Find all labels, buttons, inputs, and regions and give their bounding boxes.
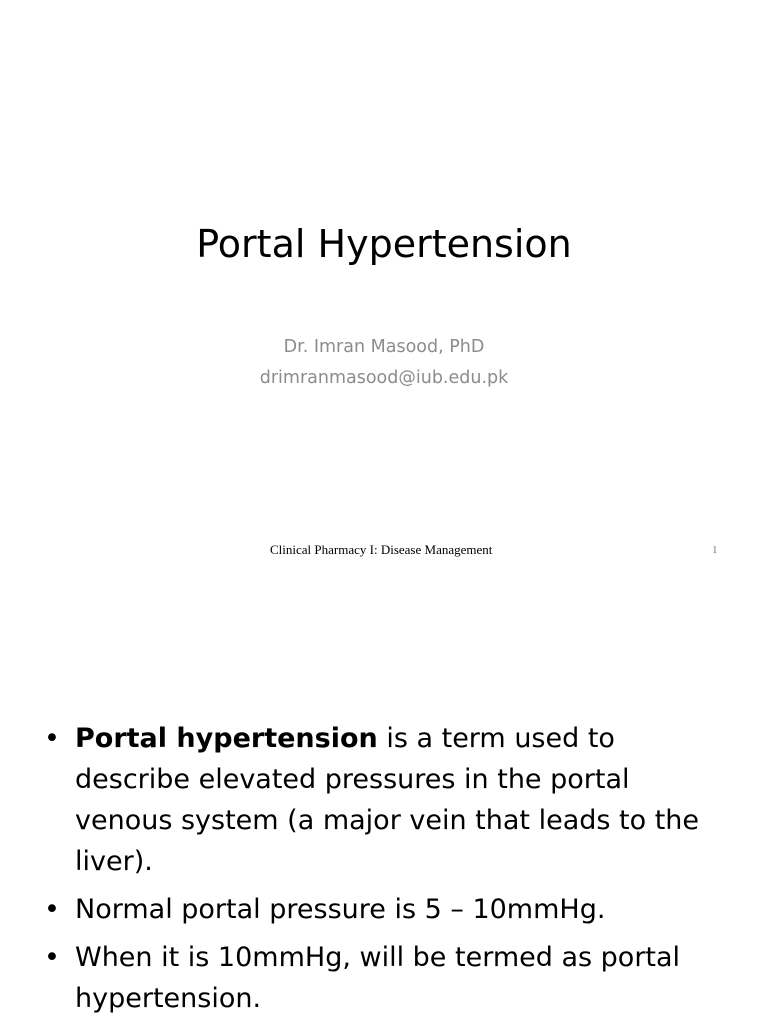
bullet-text: When it is 10mmHg, will be termed as portal hypertension. [75, 942, 681, 1014]
slide-footer: Clinical Pharmacy I: Disease Management [270, 542, 493, 557]
author-email: drimranmasood@iub.edu.pk [259, 368, 509, 388]
subtitle-block [0, 332, 768, 394]
content-slide [0, 590, 768, 1024]
page-number: 1 [712, 544, 718, 556]
slide-title: Portal Hypertension [196, 222, 572, 266]
bullet-dot-icon: • [44, 894, 60, 925]
bullet-dot-icon: • [44, 723, 60, 754]
bullet-bold-term: Portal hypertension [75, 723, 378, 754]
bullet-list [0, 718, 768, 1024]
bullet-text: is a term used to describe elevated pressures in the portal venous system (a major vein that leads to the liver). [75, 723, 700, 877]
author-name: Dr. Imran Masood, PhD [283, 337, 485, 357]
bullet-item [0, 937, 768, 1019]
bullet-item [0, 889, 768, 930]
bullet-dot-icon: • [44, 942, 60, 973]
bullet-text: Normal portal pressure is 5 – 10mmHg. [75, 894, 606, 925]
bullet-item [0, 718, 768, 882]
